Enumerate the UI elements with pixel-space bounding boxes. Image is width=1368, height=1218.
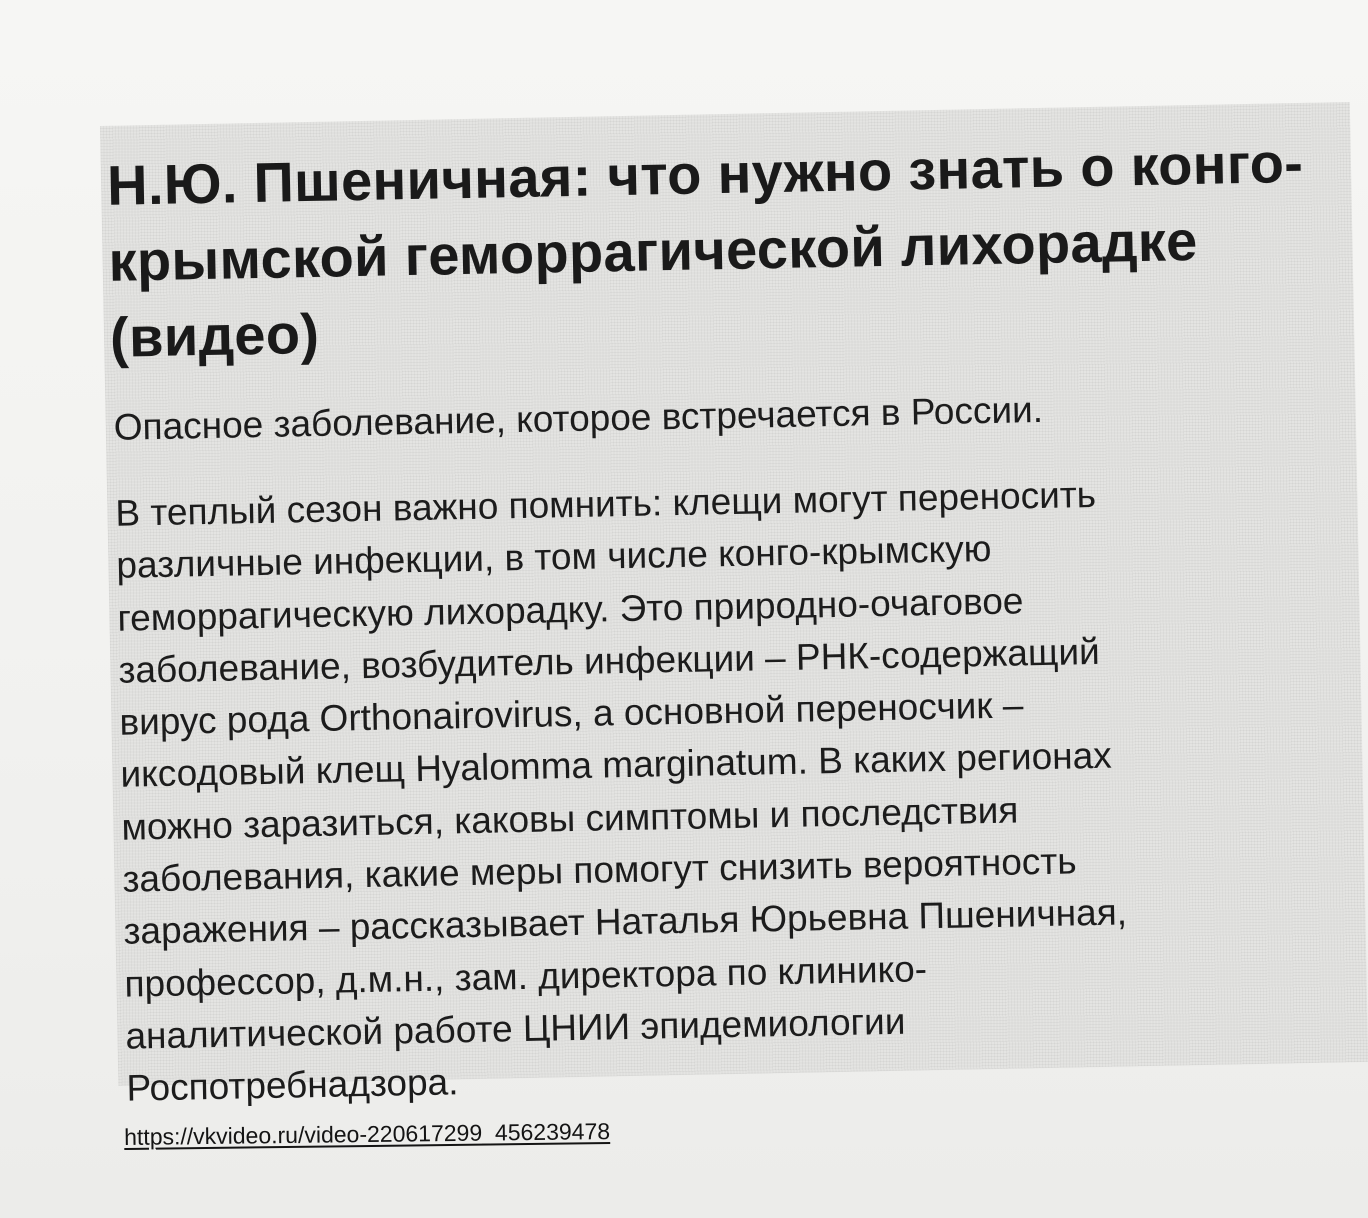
source-video-link[interactable]: https://vkvideo.ru/video-220617299_456239478 xyxy=(124,1118,611,1150)
article-title: Н.Ю. Пшеничная: что нужно знать о конго-крымской геморрагической лихорадке (видео) xyxy=(106,130,1304,369)
article-printout xyxy=(100,102,1368,1109)
article-body: В теплый сезон важно помнить: клещи могут переносить различные инфекции, в том числе конго-крымскую геморрагическую лихорадку. Это природно-очаговое заболевание, возбудитель инфекции – РНК-содержащий вирус рода Orthonairovirus, а основной переносчик – иксодовый клещ Hyalomma marginatum. В каких регионах можно заразиться, каковы симптомы и последствия заболевания, какие меры помогут снизить вероятность заражения – рассказывает Наталья Юрьевна Пшеничная, профессор, д.м.н., зам. директора по клинико- аналитической работе ЦНИИ эпидемиологии Роспотребнадзора. xyxy=(115,473,1128,1109)
article-lead: Опасное заболевание, которое встречается в России. xyxy=(113,388,1044,448)
